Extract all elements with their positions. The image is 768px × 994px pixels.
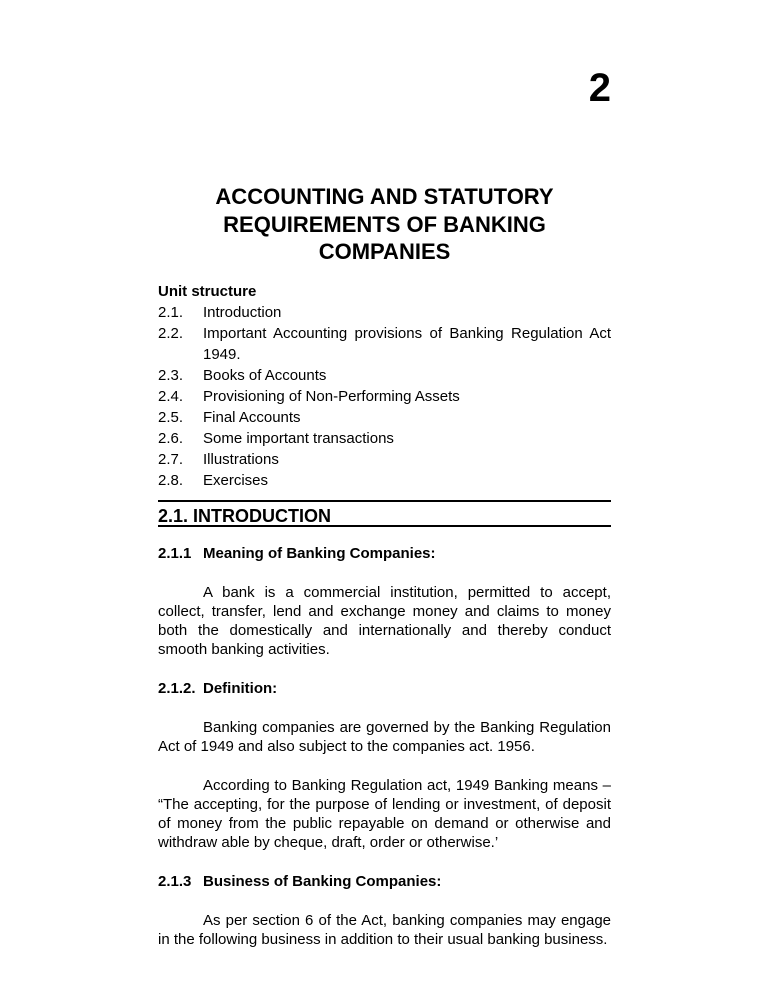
section-heading-bar xyxy=(158,500,611,527)
paragraph: A bank is a commercial institution, permitted to accept, collect, transfer, lend and exchange money and claims to money both the domestically and internationally and thereby conduct smooth banking activities. xyxy=(158,584,611,658)
toc-item-text: Final Accounts xyxy=(203,409,301,426)
toc-item xyxy=(158,386,611,407)
toc-item xyxy=(158,323,611,365)
toc-item-number: 2.1. xyxy=(158,304,184,321)
toc-item xyxy=(158,470,611,491)
chapter-number: 2 xyxy=(588,66,611,110)
paragraph: Banking companies are governed by the Banking Regulation Act of 1949 and also subject to the companies act. 1956. xyxy=(158,719,611,755)
toc-item xyxy=(158,365,611,386)
unit-structure xyxy=(158,281,611,491)
toc-item xyxy=(158,428,611,449)
toc-item-number: 2.2. xyxy=(158,325,184,342)
toc-item-number: 2.3. xyxy=(158,367,184,384)
subsection-number: 2.1.3 xyxy=(158,873,192,890)
subsection-heading xyxy=(158,679,611,698)
subsection-number: 2.1.1 xyxy=(158,545,192,562)
section-content xyxy=(158,544,611,949)
paragraph: As per section 6 of the Act, banking companies may engage in the following business in addition to their usual banking business. xyxy=(158,912,611,948)
toc-item xyxy=(158,407,611,428)
chapter-title-line: ACCOUNTING AND STATUTORY xyxy=(215,184,554,209)
subsection-number: 2.1.2. xyxy=(158,680,196,697)
toc-item-number: 2.6. xyxy=(158,430,184,447)
toc-item-text: Introduction xyxy=(203,304,282,321)
toc-item-text: Illustrations xyxy=(203,451,279,468)
toc-item-number: 2.7. xyxy=(158,451,184,468)
subsection-title: Business of Banking Companies: xyxy=(203,873,442,890)
toc-item-text: Some important transactions xyxy=(203,430,394,447)
unit-structure-heading: Unit structure xyxy=(158,283,257,300)
subsection-heading xyxy=(158,872,611,891)
toc-item xyxy=(158,302,611,323)
toc-item-text: Books of Accounts xyxy=(203,367,327,384)
subsection-heading xyxy=(158,544,611,563)
subsection-title: Meaning of Banking Companies: xyxy=(203,545,436,562)
toc-item-number: 2.8. xyxy=(158,472,184,489)
toc-item xyxy=(158,449,611,470)
toc-item-number: 2.4. xyxy=(158,388,184,405)
paragraph: According to Banking Regulation act, 1949 Banking means – “The accepting, for the purpose of lending or investment, of deposit of money from the public repayable on demand or otherwise and withdraw able by cheque, draft, order or otherwise.’ xyxy=(158,777,611,851)
chapter-title-line: REQUIREMENTS OF BANKING xyxy=(223,211,546,237)
section-heading: 2.1. INTRODUCTION xyxy=(158,506,332,526)
toc-item-number: 2.5. xyxy=(158,409,184,426)
subsection-title: Definition: xyxy=(203,680,278,697)
document-page xyxy=(158,0,611,994)
toc-item-text: Exercises xyxy=(203,472,269,489)
toc-item-text: Provisioning of Non-Performing Assets xyxy=(203,388,460,405)
chapter-title-line: COMPANIES xyxy=(318,239,451,264)
chapter-title xyxy=(158,183,611,266)
toc-item-text: Important Accounting provisions of Banking Regulation Act 1949. xyxy=(203,325,611,363)
